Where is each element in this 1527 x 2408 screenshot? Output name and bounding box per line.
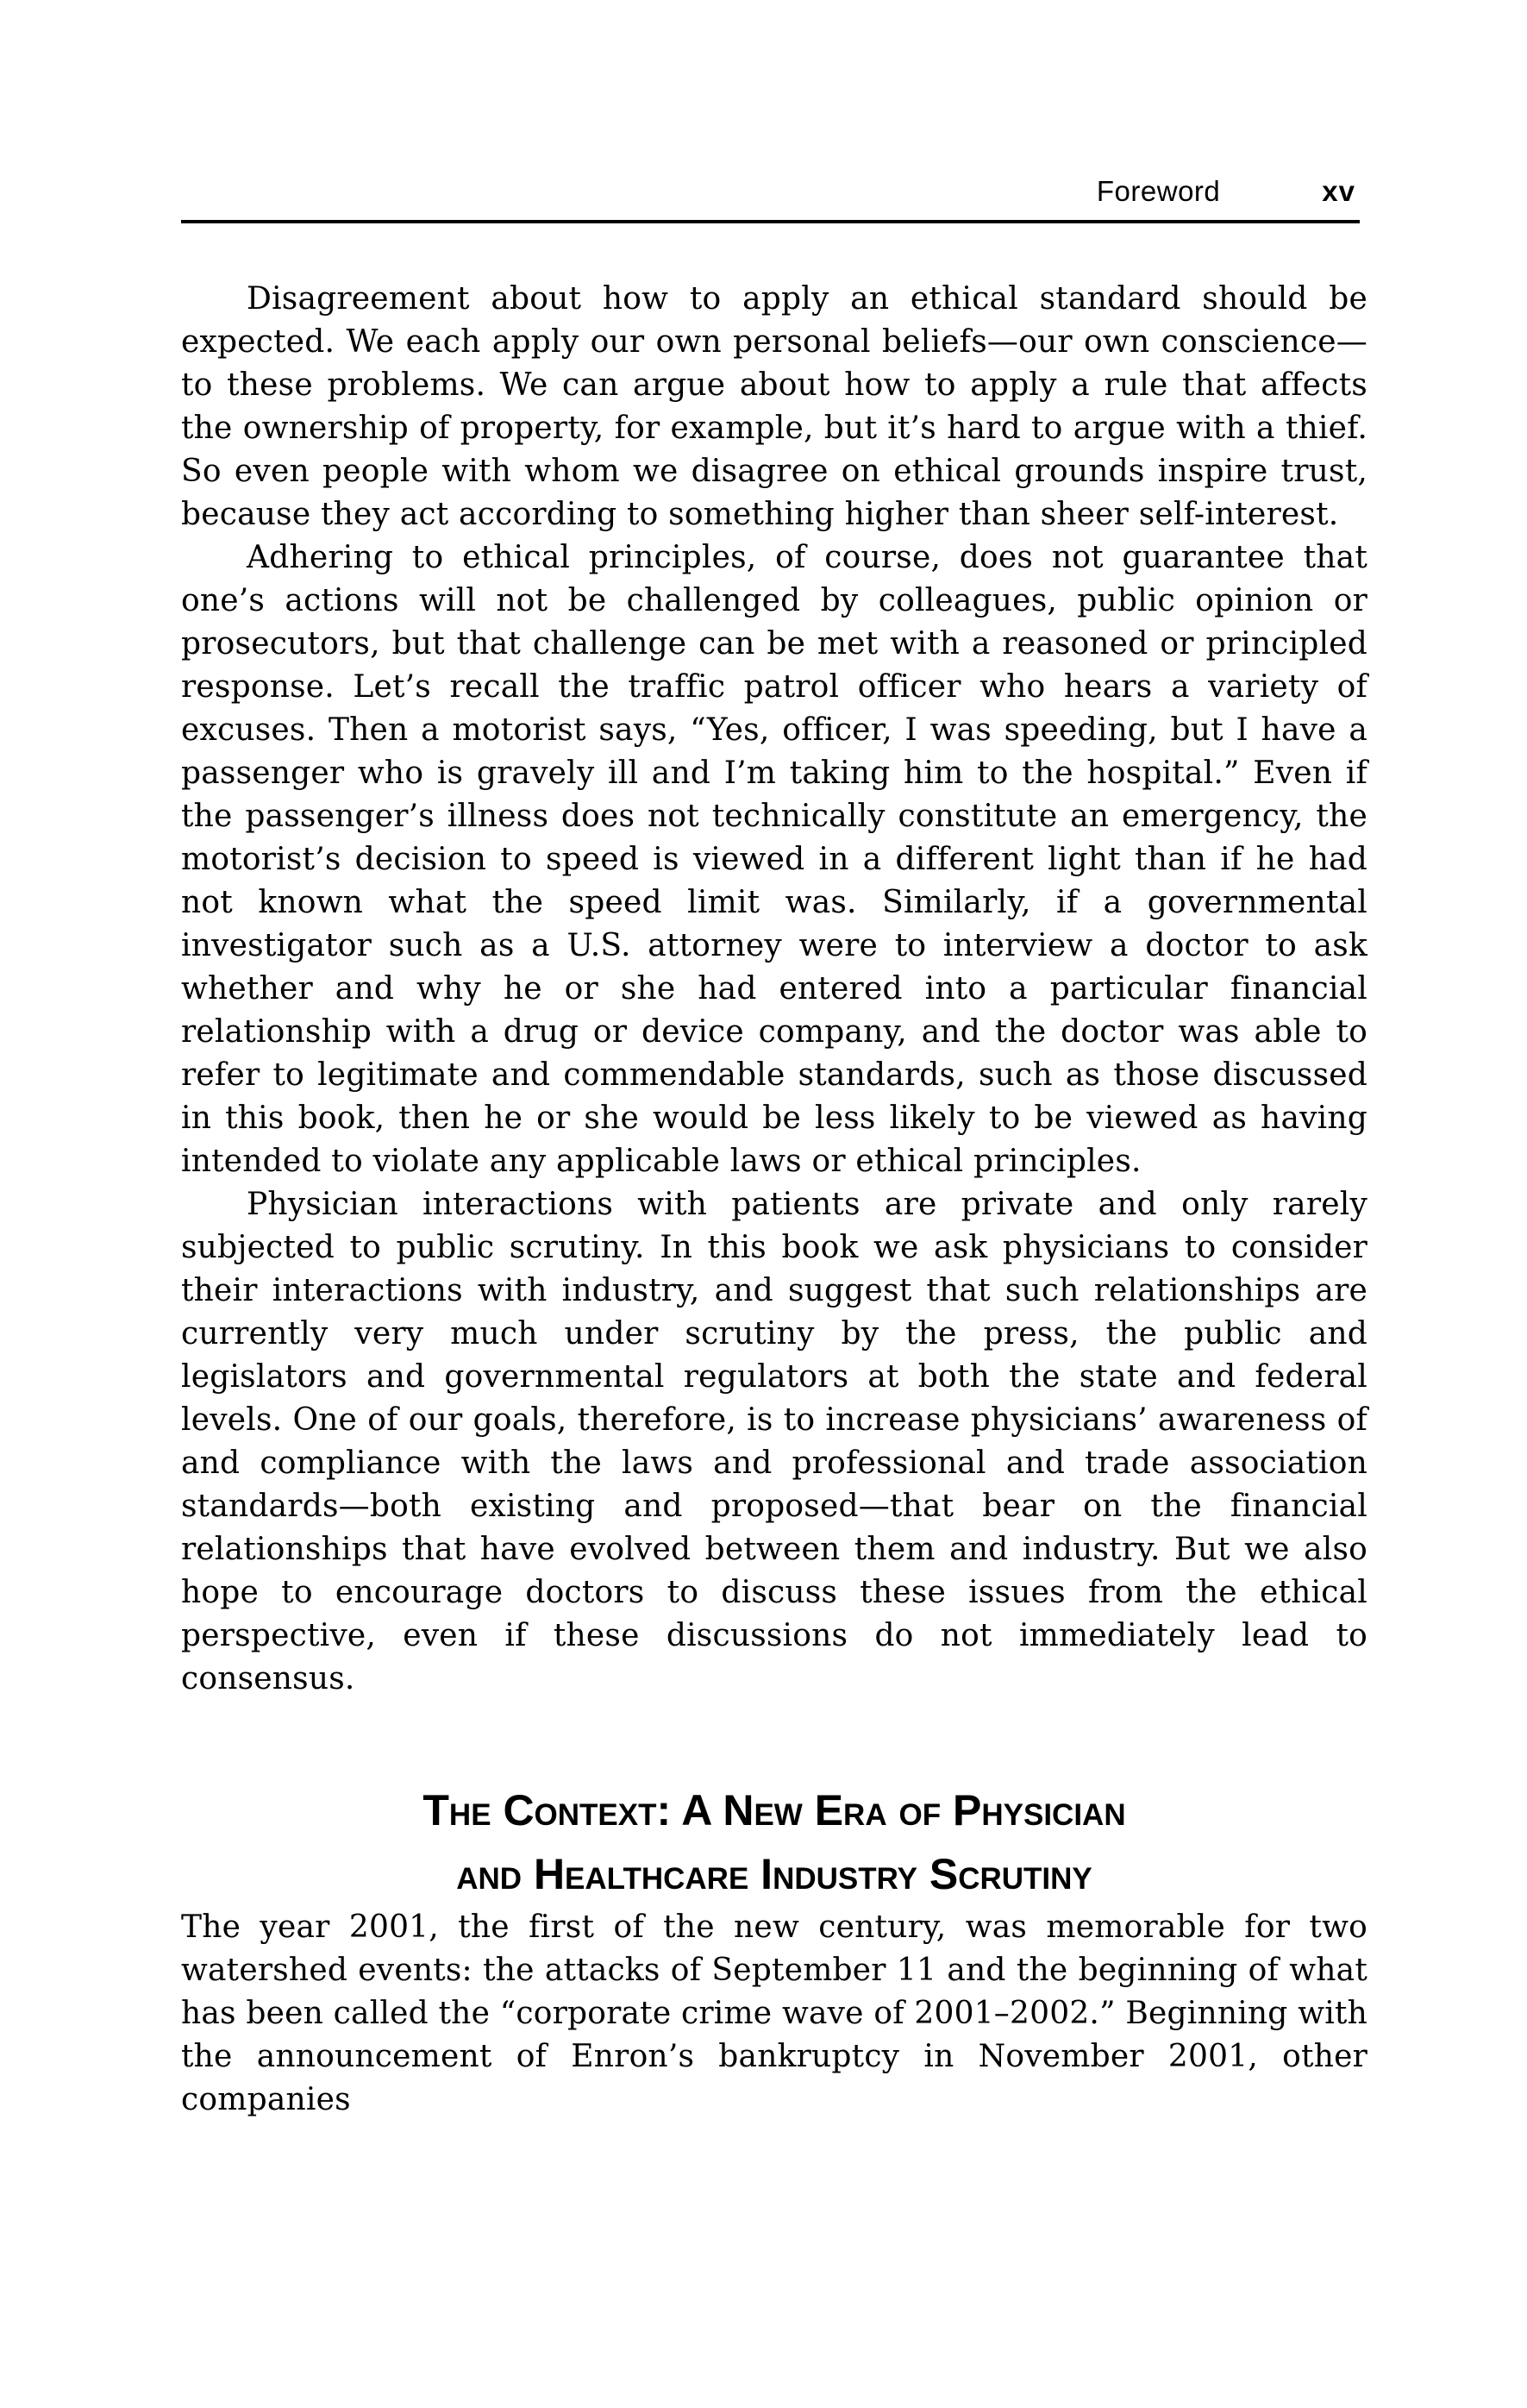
paragraph: Disagreement about how to apply an ethical standard should be expected. We each apply our own personal beliefs—our own conscience—to these problems. We can argue about how to apply a rule that affects the ownership of property, for example, but it’s hard to argue with a thief. So even people with whom we disagree on ethical grounds inspire trust, because they act according to something higher than sheer self-interest. bbox=[181, 281, 1367, 532]
section-heading-line1: The Context: A New Era of Physician bbox=[422, 1786, 1126, 1834]
running-head bbox=[181, 175, 1367, 208]
page-number: xv bbox=[1322, 175, 1355, 207]
paragraph: The year 2001, the first of the new century, was memorable for two watershed events: the attacks of September 11 and the beginning of what has been called the “corporate crime wave of 2001–2002.” Beginning with the announcement of Enron’s bankruptcy in November 2001, other companies bbox=[181, 1909, 1367, 2117]
header-rule-divider bbox=[181, 220, 1360, 223]
paragraph: Adhering to ethical principles, of course, does not guarantee that one’s actions will not be challenged by colleagues, public opinion or prosecutors, but that challenge can be met with a reasoned or principled response. Let’s recall the traffic patrol officer who hears a variety of excuses. Then a motorist says, “Yes, officer, I was speeding, but I have a passenger who is gravely ill and I’m taking him to the hospital.” Even if the passenger’s illness does not technically constitute an emergency, the motorist’s decision to speed is viewed in a different light than if he had not known what the speed limit was. Similarly, if a governmental investigator such as a U.S. attorney were to interview a doctor to ask whether and why he or she had entered into a particular financial relationship with a drug or device company, and the doctor was able to refer to legitimate and commendable standards, such as those discussed in this book, then he or she would be less likely to be viewed as having intended to violate any applicable laws or ethical principles. bbox=[181, 540, 1367, 1179]
section-heading bbox=[181, 1778, 1367, 1906]
paragraph: Physician interactions with patients are private and only rarely subjected to public scrutiny. In this book we ask physicians to consider their interactions with industry, and suggest that such relationships are currently very much under scrutiny by the press, the public and legislators and governmental regulators at both the state and federal levels. One of our goals, therefore, is to increase physicians’ awareness of and compliance with the laws and professional and trade association standards—both existing and proposed—that bear on the financial relationships that have evolved between them and industry. But we also hope to encourage doctors to discuss these issues from the ethical perspective, even if these discussions do not immediately lead to consensus. bbox=[181, 1187, 1367, 1696]
section-heading-line2: and Healthcare Industry Scrutiny bbox=[456, 1850, 1092, 1898]
page-body bbox=[181, 278, 1367, 2122]
running-head-title: Foreword bbox=[1096, 175, 1221, 207]
